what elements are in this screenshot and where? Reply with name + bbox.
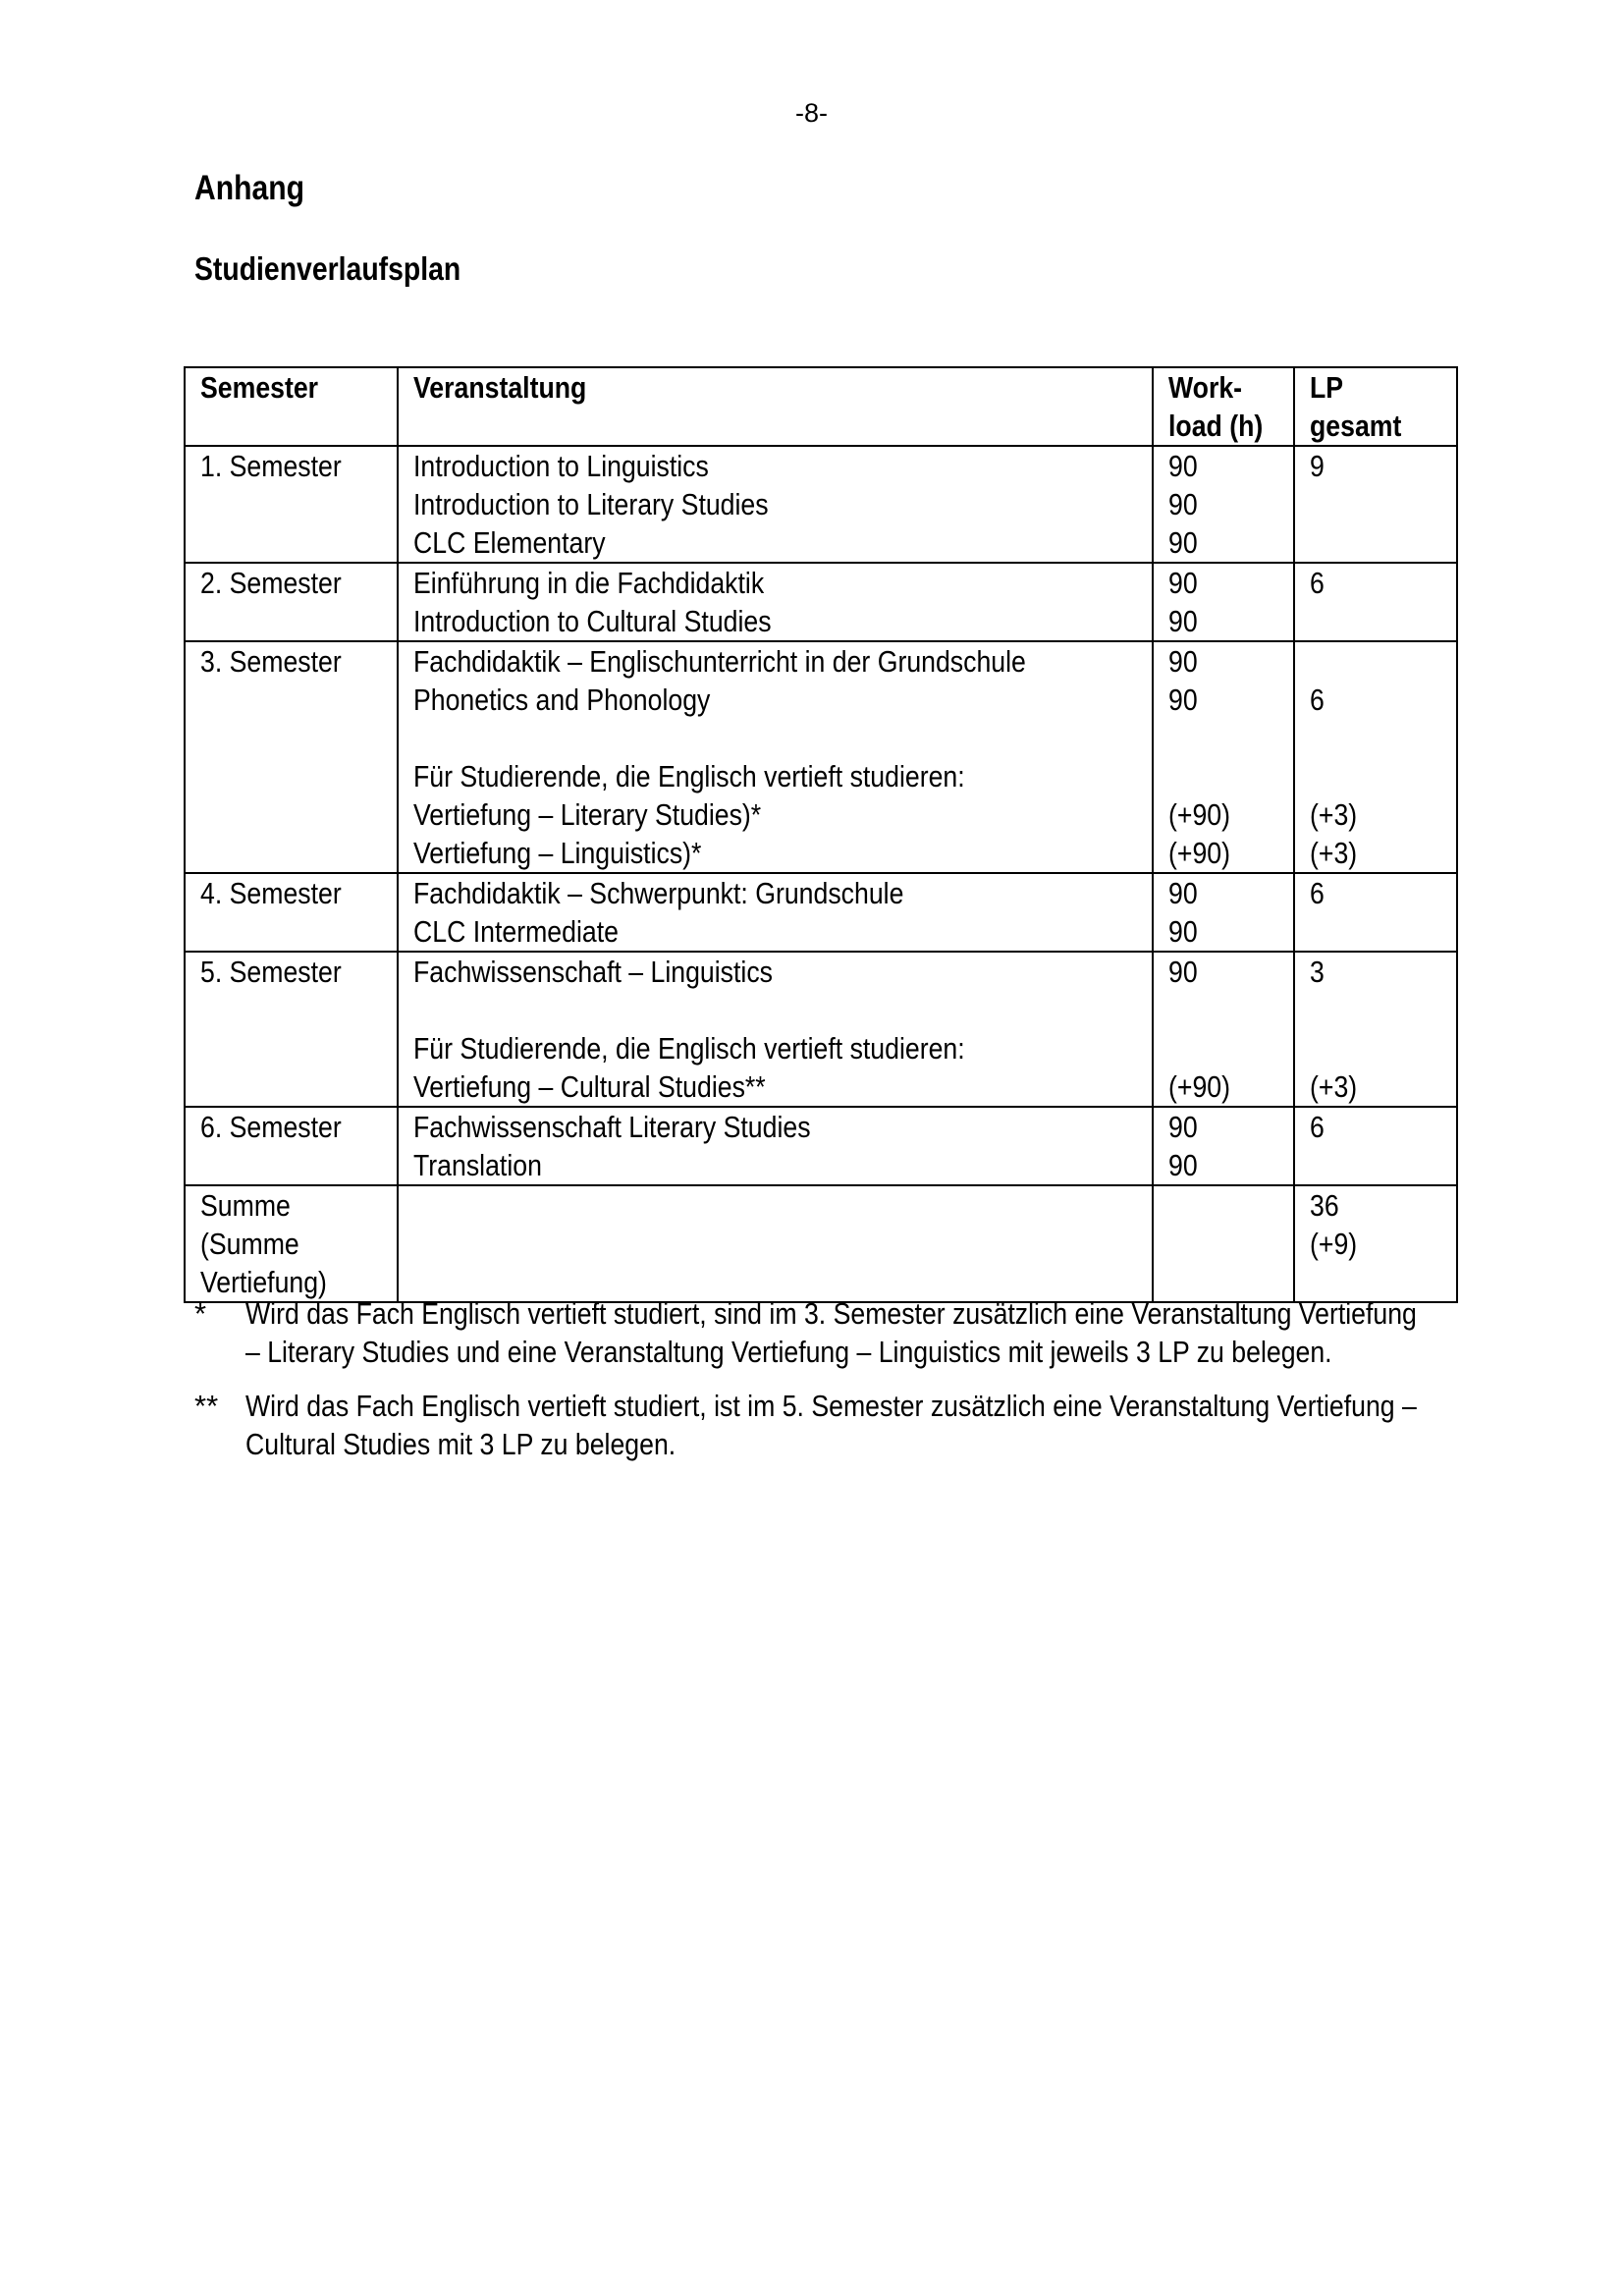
workload-value: 90: [1168, 525, 1198, 560]
header-lp: LP gesamt: [1294, 367, 1457, 446]
course-cell: [398, 873, 1153, 952]
workload-value: 90: [1168, 955, 1198, 989]
workload-cell: [1153, 873, 1294, 952]
course-name: Fachdidaktik – Englischunterricht in der Grundschule: [413, 644, 1026, 679]
semester-cell: 3. Semester: [185, 641, 398, 873]
table-row: [185, 1107, 1457, 1185]
lp-cell: [1294, 952, 1457, 1107]
lp-value: [1310, 912, 1435, 951]
lp-value: [1310, 1029, 1435, 1067]
total-label: Summe (Summe Vertiefung): [185, 1185, 398, 1302]
course-name: Fachwissenschaft Literary Studies: [413, 1110, 811, 1144]
lp-value: 6: [1310, 566, 1325, 600]
lp-value: 6: [1310, 1110, 1325, 1144]
table-row: [185, 952, 1457, 1107]
workload-value: (+90): [1168, 1069, 1230, 1104]
semester-cell: 1. Semester: [185, 446, 398, 563]
section-heading-studienverlaufsplan: Studienverlaufsplan: [194, 250, 461, 287]
course-cell: [398, 641, 1153, 873]
course-name: Introduction to Linguistics: [413, 449, 709, 483]
semester-cell: 2. Semester: [185, 563, 398, 641]
course-name: Fachwissenschaft – Linguistics: [413, 955, 774, 989]
footnote-marker: **: [194, 1389, 219, 1423]
course-name: Vertiefung – Cultural Studies**: [413, 1069, 766, 1104]
course-cell: [398, 952, 1153, 1107]
footnote-text: [245, 1294, 1512, 1371]
table-header-row: [185, 367, 1457, 446]
workload-value: 90: [1168, 683, 1198, 717]
workload-cell: [1153, 446, 1294, 563]
table-row: [185, 563, 1457, 641]
workload-value: 90: [1168, 876, 1198, 910]
lp-value: [1310, 602, 1435, 640]
total-lp: 36 (+9): [1294, 1185, 1457, 1302]
lp-cell: [1294, 873, 1457, 952]
lp-value: 9: [1310, 449, 1325, 483]
course-name: [413, 991, 1049, 1029]
workload-value: 90: [1168, 604, 1198, 638]
table-body: [185, 446, 1457, 1185]
page-number: -8-: [795, 98, 828, 128]
workload-value: 90: [1168, 449, 1198, 483]
header-workload: Work- load (h): [1153, 367, 1294, 446]
total-veranstaltung: [398, 1185, 1153, 1302]
lp-value: (+3): [1310, 836, 1358, 870]
header-veranstaltung: Veranstaltung: [398, 367, 1153, 446]
semester-cell: 4. Semester: [185, 873, 398, 952]
workload-value: (+90): [1168, 797, 1230, 832]
course-name: Introduction to Cultural Studies: [413, 604, 772, 638]
lp-cell: [1294, 641, 1457, 873]
course-name: Translation: [413, 1148, 542, 1182]
footnote-line: Wird das Fach Englisch vertieft studiert, sind im 3. Semester zusätzlich eine Veranstaltung Vertiefung: [245, 1296, 1417, 1331]
table-row-total: [185, 1185, 1457, 1302]
workload-cell: [1153, 952, 1294, 1107]
semester-cell: 5. Semester: [185, 952, 398, 1107]
total-workload: [1153, 1185, 1294, 1302]
course-name: Introduction to Literary Studies: [413, 487, 769, 521]
lp-value: [1310, 757, 1435, 795]
footnotes: [194, 1294, 1471, 1479]
workload-value: 90: [1168, 566, 1198, 600]
table-row: [185, 641, 1457, 873]
workload-value: 90: [1168, 487, 1198, 521]
workload-cell: [1153, 1107, 1294, 1185]
course-name: Für Studierende, die Englisch vertieft studieren:: [413, 759, 965, 793]
table-row: [185, 446, 1457, 563]
section-heading-anhang: Anhang: [194, 169, 305, 207]
workload-value: [1168, 1029, 1275, 1067]
course-cell: [398, 563, 1153, 641]
workload-value: (+90): [1168, 836, 1230, 870]
course-name: Einführung in die Fachdidaktik: [413, 566, 765, 600]
footnote-marker: *: [194, 1296, 207, 1331]
footnote-line: Wird das Fach Englisch vertieft studiert, ist im 5. Semester zusätzlich eine Veranstaltung Vertiefung –: [245, 1389, 1417, 1423]
semester-cell: 6. Semester: [185, 1107, 398, 1185]
table-row: [185, 873, 1457, 952]
course-name: Vertiefung – Literary Studies)*: [413, 797, 762, 832]
course-name: Fachdidaktik – Schwerpunkt: Grundschule: [413, 876, 904, 910]
lp-value: [1310, 1146, 1435, 1184]
workload-value: [1168, 991, 1275, 1029]
lp-cell: [1294, 563, 1457, 641]
lp-value: [1310, 991, 1435, 1029]
course-name: CLC Intermediate: [413, 914, 619, 949]
footnote-text: [245, 1387, 1512, 1463]
lp-value: 6: [1310, 683, 1325, 717]
course-cell: [398, 446, 1153, 563]
study-plan-table: [184, 366, 1458, 1303]
course-name: Für Studierende, die Englisch vertieft studieren:: [413, 1031, 965, 1066]
workload-value: 90: [1168, 914, 1198, 949]
workload-value: 90: [1168, 1148, 1198, 1182]
lp-value: [1310, 642, 1435, 681]
course-name: CLC Elementary: [413, 525, 606, 560]
workload-cell: [1153, 563, 1294, 641]
lp-value: [1310, 719, 1435, 757]
workload-value: 90: [1168, 1110, 1198, 1144]
footnote-1: [194, 1294, 1471, 1371]
header-semester: Semester: [185, 367, 398, 446]
lp-value: (+3): [1310, 1069, 1358, 1104]
lp-value: 3: [1310, 955, 1325, 989]
workload-cell: [1153, 641, 1294, 873]
footnote-2: [194, 1387, 1471, 1463]
lp-cell: [1294, 446, 1457, 563]
workload-value: [1168, 719, 1275, 757]
footnote-line: – Literary Studies und eine Veranstaltung Vertiefung – Linguistics mit jeweils 3 LP zu belegen.: [245, 1335, 1332, 1369]
lp-value: 6: [1310, 876, 1325, 910]
footnote-line: Cultural Studies mit 3 LP zu belegen.: [245, 1427, 676, 1461]
workload-value: [1168, 757, 1275, 795]
lp-value: [1310, 485, 1435, 523]
lp-value: (+3): [1310, 797, 1358, 832]
course-cell: [398, 1107, 1153, 1185]
course-name: [413, 719, 1049, 757]
lp-value: [1310, 523, 1435, 562]
course-name: Phonetics and Phonology: [413, 683, 711, 717]
workload-value: 90: [1168, 644, 1198, 679]
lp-cell: [1294, 1107, 1457, 1185]
course-name: Vertiefung – Linguistics)*: [413, 836, 702, 870]
